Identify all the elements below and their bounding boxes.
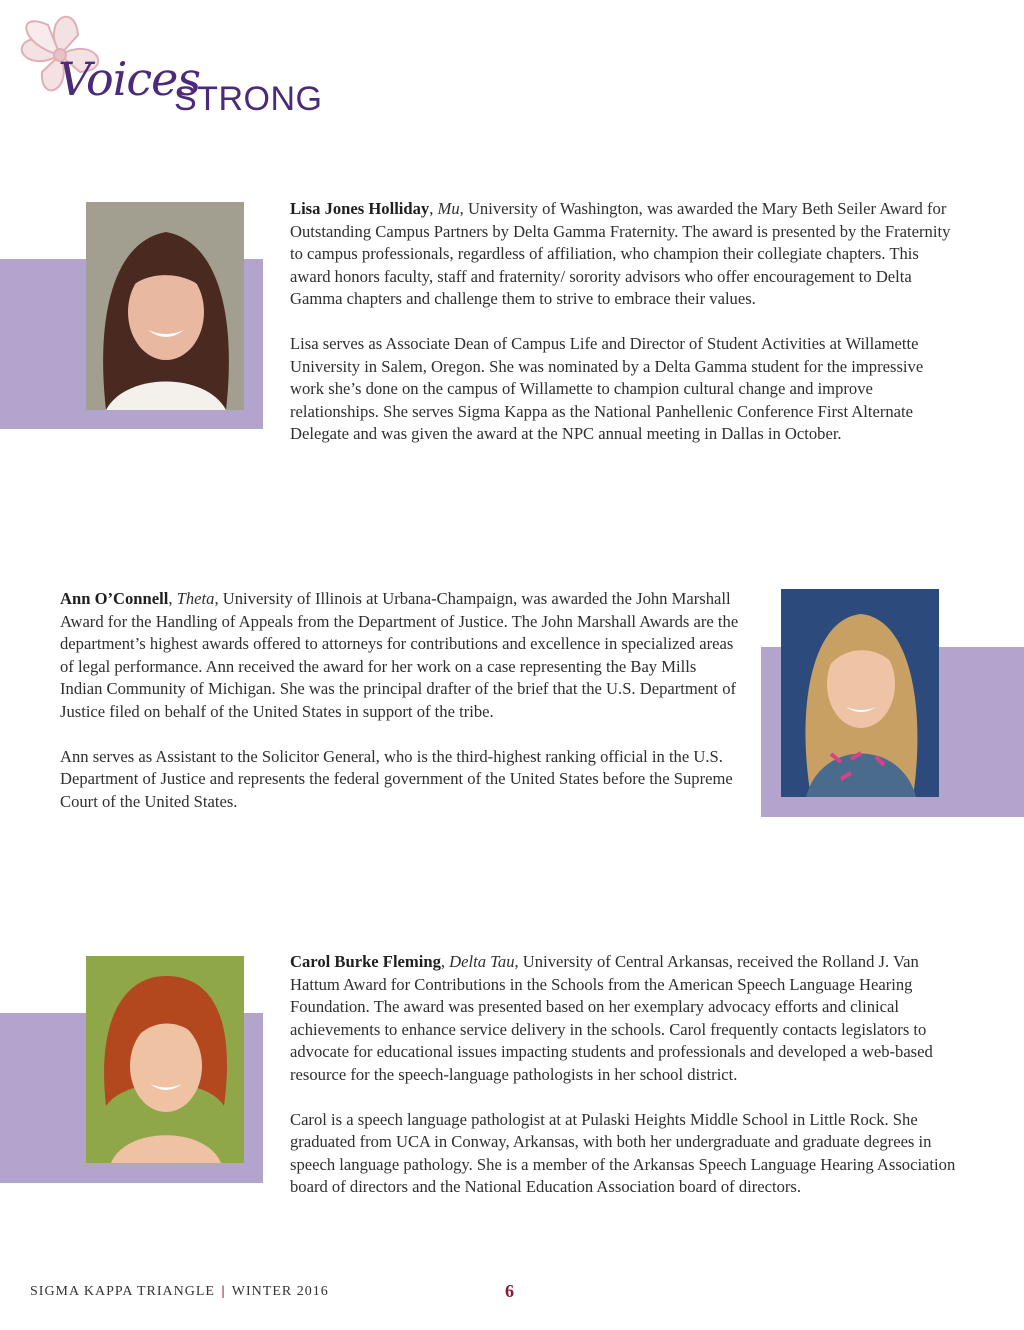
bio-chapter: Theta bbox=[176, 589, 215, 608]
bio-chapter: Delta Tau bbox=[449, 952, 515, 971]
bio-name: Ann O’Connell bbox=[60, 589, 169, 608]
bio-chapter: Mu bbox=[437, 199, 460, 218]
bio-carol: Carol Burke Fleming, Delta Tau, University of Central Arkansas, received the Rolland J. Van Hattum Award for Contributions in the Schools from the American Speech Language Hearing Foundation. The award was presented based on her exemplary advocacy efforts and clinical achievements to enhance service delivery in the schools. Carol frequently contacts legislators to advocate for educational issues impacting students and professionals and developed a web-based resource for the speech-language pathologists in her school district. Carol is a speech language pathologist at at Pulaski Heights Middle School in Little Rock. She graduated from UCA in Conway, Arkansas, with both her undergraduate and graduate degrees in speech language pathology. She is a member of the Arkansas Speech Language Hearing Association board of directors and the National Education Association board of directors. bbox=[290, 951, 958, 1221]
masthead-strong-word: STRONG bbox=[174, 80, 323, 118]
masthead-script-word: Voices bbox=[58, 52, 200, 106]
bio-paragraph: , University of Illinois at Urbana-Champaign, was awarded the John Marshall Award for the Handling of Appeals from the Department of Justice. The John Marshall Awards are the department’s highest awards offered to attorneys for contributions and excellence in specialized areas of legal performance. Ann received the award for her work on a case representing the Bay Mills Indian Community of Michigan. She was the principal drafter of the brief that the U.S. Department of Justice filed on behalf of the United States in support of the tribe. bbox=[60, 589, 739, 721]
portrait-photo bbox=[781, 589, 939, 797]
bio-ann: Ann O’Connell, Theta, University of Illinois at Urbana-Champaign, was awarded the John Marshall Award for the Handling of Appeals from the Department of Justice. The John Marshall Awards are the department’s highest awards offered to attorneys for contributions and excellence in specialized areas of legal performance. Ann received the award for her work on a case representing the Bay Mills Indian Community of Michigan. She was the principal drafter of the brief that the U.S. Department of Justice filed on behalf of the United States in support of the tribe. Ann serves as Assistant to the Solicitor General, who is the third-highest ranking official in the U.S. Department of Justice and represents the federal government of the United States before the Supreme Court of the United States. bbox=[60, 588, 740, 836]
bio-name: Lisa Jones Holliday bbox=[290, 199, 430, 218]
bio-lisa: Lisa Jones Holliday, Mu, University of Washington, was awarded the Mary Beth Seiler Award for Outstanding Campus Partners by Delta Gamma Fraternity. The award is presented by the Fraternity to campus professionals, regardless of affiliation, who champion their collegiate chapters. This award honors faculty, staff and fraternity/ sorority advisors who offer encouragement to Delta Gamma chapters and challenge them to strive to embrace their values. Lisa serves as Associate Dean of Campus Life and Director of Student Activities at Willamette University in Salem, Oregon. She was nominated by a Delta Gamma student for the impressive work she’s done on the campus of Willamette to champion cultural change and improve relationships. She serves Sigma Kappa as the National Panhellenic Conference First Alternate Delegate and was given the award at the NPC annual meeting in Dallas in October. bbox=[290, 198, 958, 468]
portrait-photo bbox=[86, 202, 244, 410]
bio-paragraph: Carol is a speech language pathologist at at Pulaski Heights Middle School in Little Rock. She graduated from UCA in Conway, Arkansas, with both her undergraduate and graduate degrees in speech language pathology. She is a member of the Arkansas Speech Language Hearing Association board of directors and the National Education Association board of directors. bbox=[290, 1109, 956, 1196]
bio-paragraph: , University of Washington, was awarded the Mary Beth Seiler Award for Outstanding Campus Partners by Delta Gamma Fraternity. The award is presented by the Fraternity to campus professionals, regardless of affiliation, who champion their collegiate chapters. This award honors faculty, staff and fraternity/ sorority advisors who offer encouragement to Delta Gamma chapters and challenge them to strive to embrace their values. bbox=[290, 199, 951, 308]
bio-paragraph: Ann serves as Assistant to the Solicitor General, who is the third-highest ranking official in the U.S. Department of Justice and represents the federal government of the United States before the Supreme Court of the United States. bbox=[60, 746, 733, 811]
publication-name: SIGMA KAPPA TRIANGLE bbox=[30, 1284, 215, 1299]
bio-name: Carol Burke Fleming bbox=[290, 952, 441, 971]
portrait-photo bbox=[86, 956, 244, 1163]
bio-paragraph: , University of Central Arkansas, received the Rolland J. Van Hattum Award for Contributions in the Schools from the American Speech Language Hearing Foundation. The award was presented based on her exemplary advocacy efforts and clinical achievements to enhance service delivery in the schools. Carol frequently contacts legislators to advocate for educational issues impacting students and professionals and developed a web-based resource for the speech-language pathologists in her school district. bbox=[290, 952, 933, 1084]
bio-paragraph: Lisa serves as Associate Dean of Campus Life and Director of Student Activities at Willamette University in Salem, Oregon. She was nominated by a Delta Gamma student for the impressive work she’s done on the campus of Willamette to champion cultural change and improve relationships. She serves Sigma Kappa as the National Panhellenic Conference First Alternate Delegate and was given the award at the NPC annual meeting in Dallas in October. bbox=[290, 334, 924, 443]
footer-separator: | bbox=[221, 1284, 226, 1299]
issue-label: WINTER 2016 bbox=[231, 1284, 329, 1299]
page-number: 6 bbox=[505, 1281, 514, 1301]
footer bbox=[30, 1284, 329, 1300]
